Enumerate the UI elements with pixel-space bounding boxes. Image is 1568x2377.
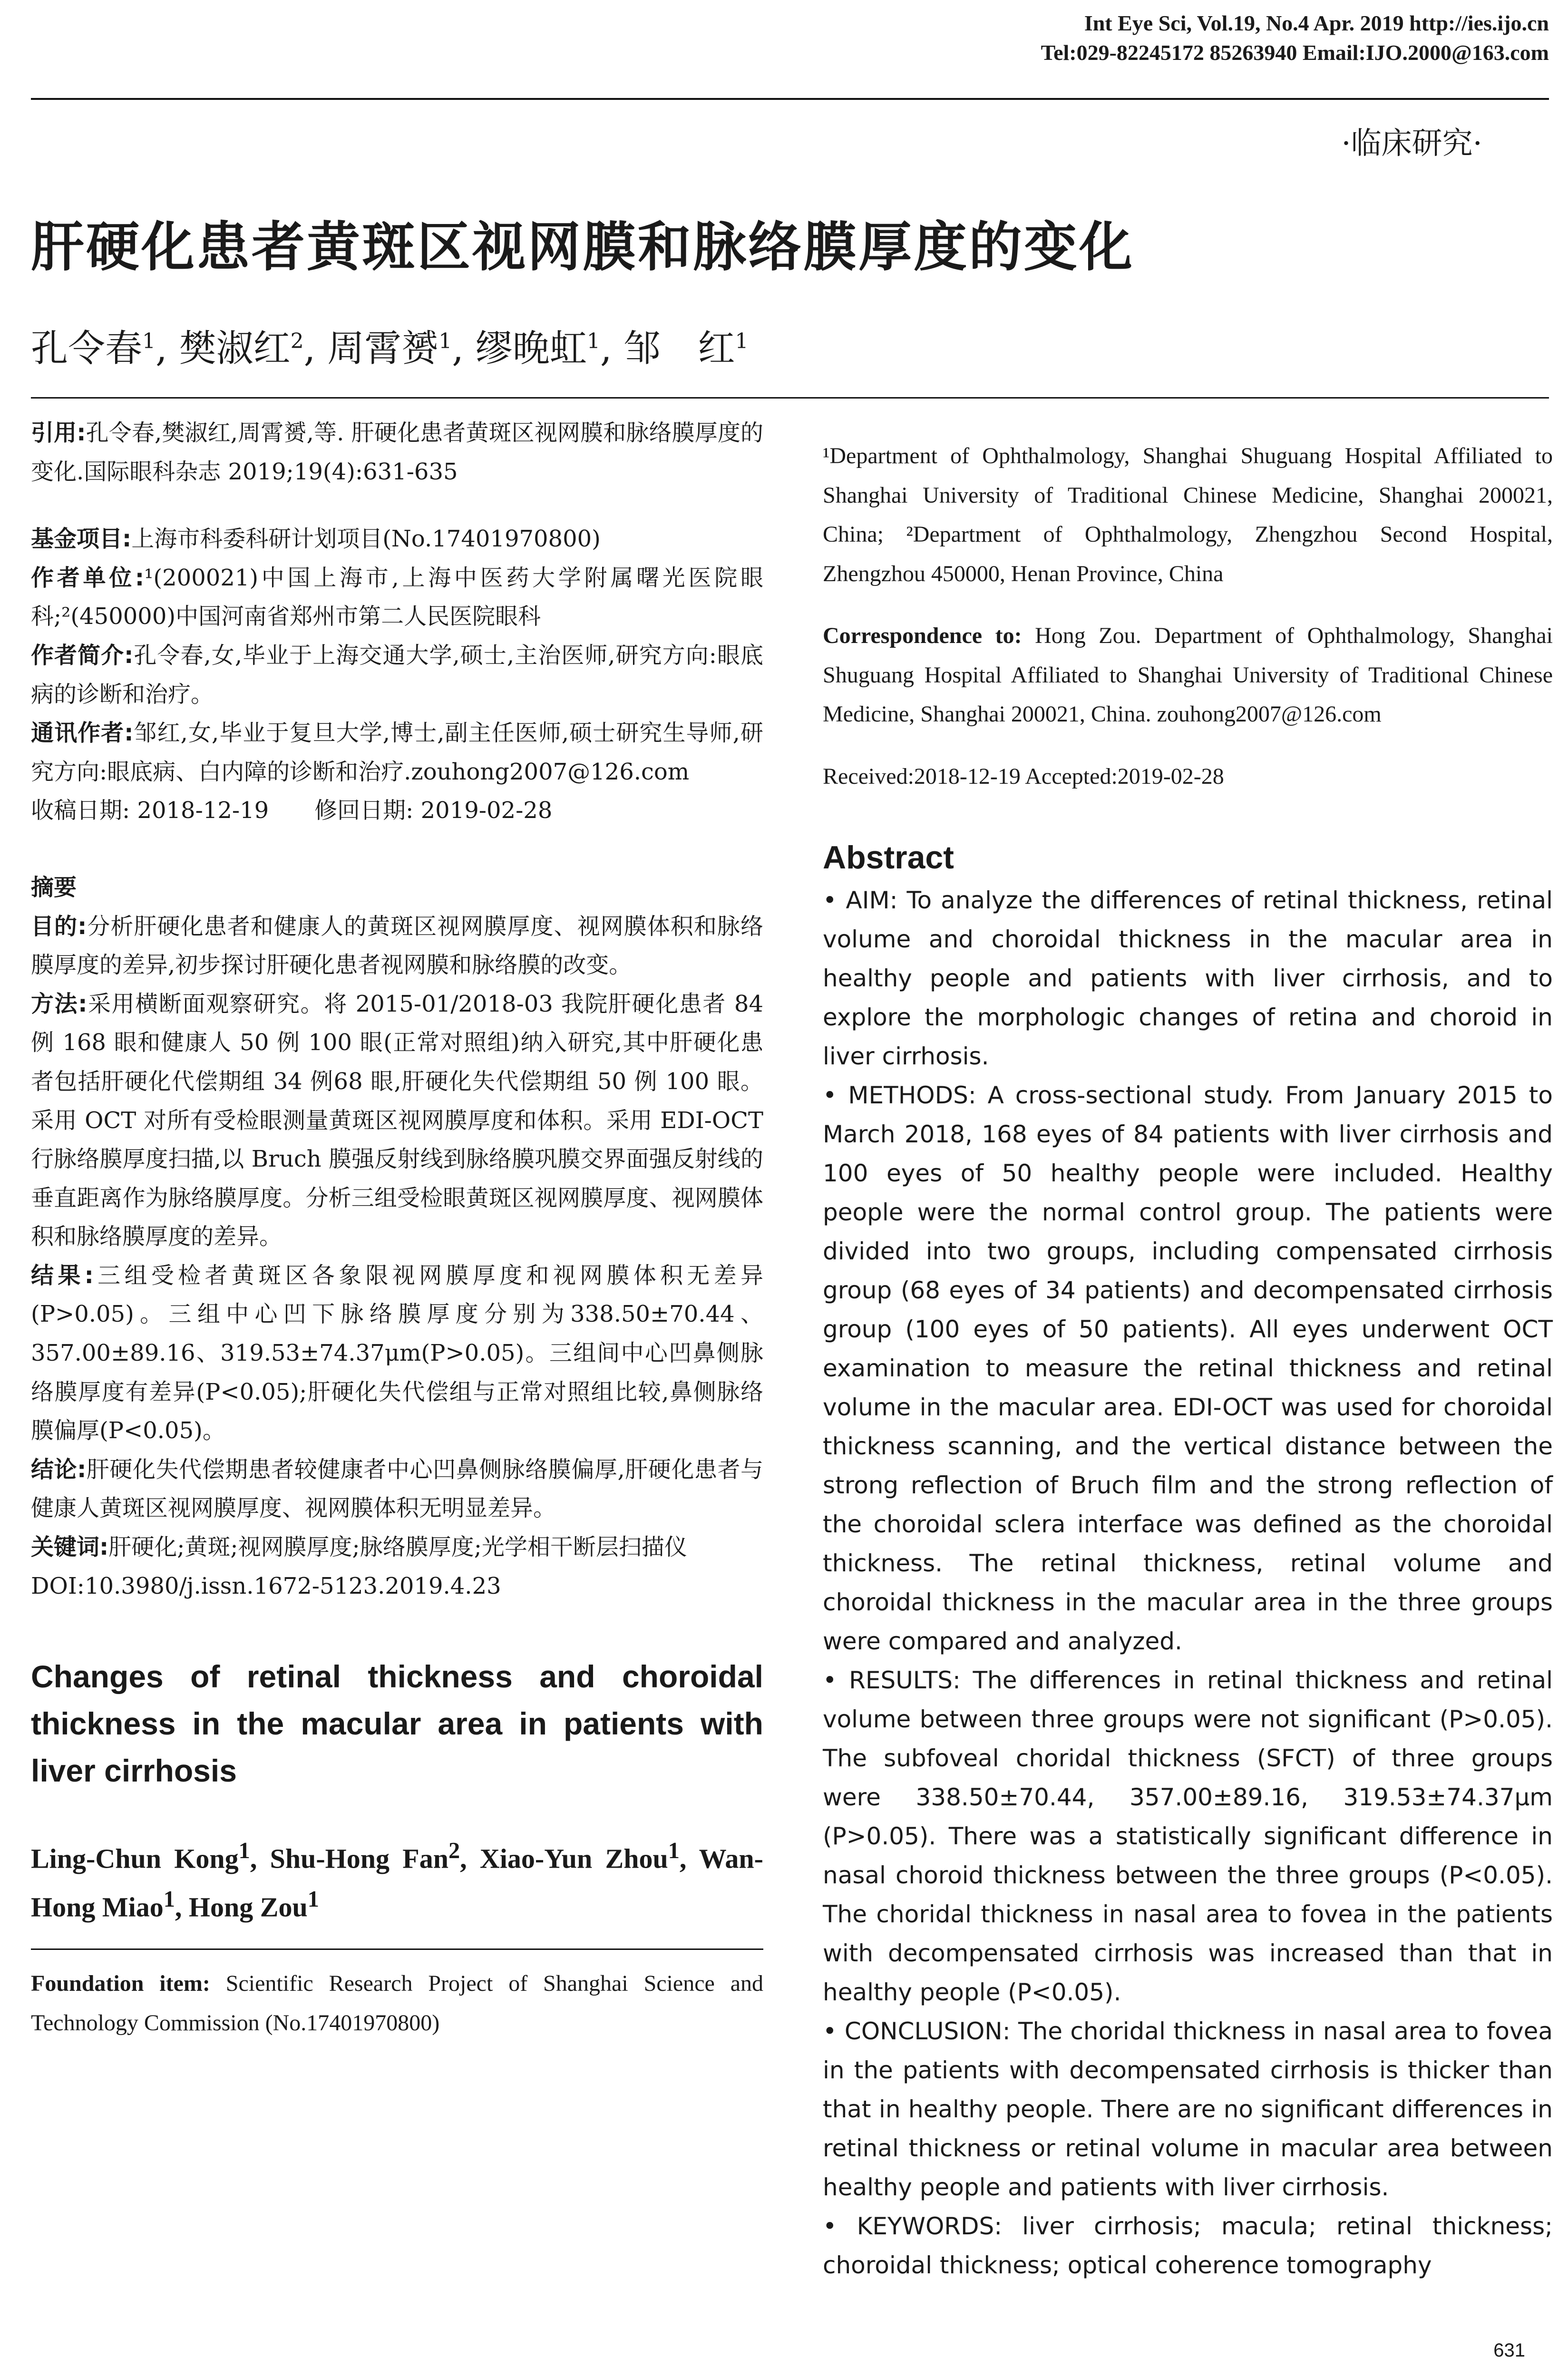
aim-label: 目的: [31,913,87,940]
author-affiliation: 1 [586,329,600,353]
abstract-heading-cn: 摘要 [31,874,77,901]
english-author-affiliation: 1 [307,1887,319,1912]
keywords-label: 关键词: [31,1534,109,1561]
author-affiliation: 1 [142,329,156,353]
methods-label: 方法: [31,990,88,1017]
doi-text: DOI:10.3980/j.issn.1672-5123.2019.4.23 [31,1572,501,1599]
abstract-results: • RESULTS: The differences in retinal thickness and retinal volume between three groups were not significant (P>0.05). The subfoveal choridal thickness (SFCT) of three groups were 338.50±70.44, 357.00±89.16, 319.53±74.37μm (P>0.05). There was a statistically significant difference in nasal choroid thickness between the three groups (P<0.05). The choridal thickness in nasal area to fovea in the patients with decompensated cirrhosis was increased than that in healthy people (P<0.05). [823,1666,1553,2007]
conclusion-text: 肝硬化失代偿期患者较健康者中心凹鼻侧脉络膜偏厚,肝硬化患者与健康人黄斑区视网膜厚度、视网膜体积无明显差异。 [31,1456,763,1522]
results-text: 三组受检者黄斑区各象限视网膜厚度和视网膜体积无差异(P>0.05)。三组中心凹下脉络膜厚度分别为338.50±70.44、357.00±89.16、319.53±74.37μm(P>0.05)。三组间中心凹鼻侧脉络膜厚度有差异(P<0.05);肝硬化失代偿组与正常对照组比较,鼻侧脉络膜偏厚(P<0.05)。 [31,1262,763,1444]
english-author-name: Xiao-Yun Zhou [479,1843,668,1874]
journal-header-line1: Int Eye Sci, Vol.19, No.4 Apr. 2019 http://ies.ijo.cn [1084,11,1549,35]
abstract-methods: • METHODS: A cross-sectional study. From January 2015 to March 2018, 168 eyes of 84 patients with liver cirrhosis and 100 eyes of 50 healthy people were included. Healthy people were the normal control group. The patients were divided into two groups, including compensated cirrhosis group (68 eyes of 34 patients) and decompensated cirrhosis group (100 eyes of 50 patients). All eyes underwent OCT examination to measure the retinal thickness and retinal volume in the macular area. EDI-OCT was used for choroidal thickness scanning, and the vertical distance between the strong reflection of Bruch film and the strong reflection of the choroidal sclera interface was defined as the choroidal thickness. The retinal thickness, retinal volume and choroidal thickness in the macular area in the three groups were compared and analyzed. [823,1081,1553,1656]
methods-block [31,985,763,1257]
unit-text: ¹(200021)中国上海市,上海中医药大学附属曙光医院眼科;²(450000)中国河南省郑州市第二人民医院眼科 [31,564,763,630]
citation-text: 孔令春,樊淑红,周霄赟,等. 肝硬化患者黄斑区视网膜和脉络膜厚度的变化.国际眼科杂志 2019;19(4):631-635 [31,419,763,485]
author-name: 周霄赟 [327,327,439,370]
author-name: 孔令春 [31,327,143,370]
english-affiliations: ¹Department of Ophthalmology, Shanghai Shuguang Hospital Affiliated to Shanghai University of Traditional Chinese Medicine, Shanghai 200021, China; ²Department of Ophthalmology, Zhengzhou Second Hospital, Zhengzhou 450000, Henan Province, China [823,443,1553,586]
foundation-text: Scientific Research Project of Shanghai Science and Technology Commission (No.17401970800) [31,1971,763,2036]
citation-block [31,414,763,491]
english-author-name: Shu-Hong Fan [270,1843,448,1874]
conclusion-block [31,1451,763,1528]
citation-label: 引用: [31,419,86,446]
abstract-keywords: • KEYWORDS: liver cirrhosis; macula; retinal thickness; choroidal thickness; optical coherence tomography [823,2212,1553,2280]
bio-text: 孔令春,女,毕业于上海交通大学,硕士,主治医师,研究方向:眼底病的诊断和治疗。 [31,642,763,708]
english-author-affiliation: 1 [163,1887,175,1912]
abstract-conclusion: • CONCLUSION: The choridal thickness in nasal area to fovea in the patients with decompensated cirrhosis is thicker than that in healthy people. There are no significant differences in retinal thickness or retinal volume in macular area between healthy people and patients with liver cirrhosis. [823,2017,1553,2202]
journal-header-line2: Tel:029-82245172 85263940 Email:IJO.2000@163.com [1041,40,1549,65]
section-label: ·临床研究· [1341,126,1482,161]
corr-label: 通讯作者: [31,720,134,747]
unit-block [31,559,763,636]
foundation-block [31,1964,763,2043]
abstract-heading-en: Abstract [823,839,954,876]
unit-label: 作者单位: [31,564,145,591]
bio-block [31,636,763,714]
english-author-affiliation: 1 [238,1838,250,1864]
keywords-text: 肝硬化;黄斑;视网膜厚度;脉络膜厚度;光学相干断层扫描仪 [108,1534,687,1561]
foundation-label: Foundation item: [31,1971,210,1997]
title-rule [31,397,1549,399]
fund-label: 基金项目: [31,526,132,553]
received-dates: 收稿日期: 2018-12-19 修回日期: 2019-02-28 [31,797,553,824]
aim-block [31,907,763,985]
results-block [31,1257,763,1451]
english-author-name: Hong Zou [188,1891,308,1923]
header-rule [31,98,1549,100]
english-author-name: Wan-Hong Miao [31,1843,763,1923]
left-column [31,414,763,2043]
page-number: 631 [1493,2340,1525,2361]
journal-header [1041,9,1549,68]
correspondence-label: Correspondence to: [823,623,1022,649]
english-authors-rule [31,1948,763,1950]
bio-label: 作者简介: [31,642,134,669]
article-title: 肝硬化患者黄斑区视网膜和脉络膜厚度的变化 [31,216,1134,278]
author-affiliation: 1 [438,329,452,353]
english-author-affiliation: 2 [448,1838,460,1864]
author-name: 邹 红 [623,327,735,370]
author-affiliation: 2 [290,329,304,353]
english-title: Changes of retinal thickness and choroidal thickness in the macular area in patients with liver cirrhosis [31,1659,763,1789]
english-received: Received:2018-12-19 Accepted:2019-02-28 [823,763,1224,789]
correspondence-text: Hong Zou. Department of Ophthalmology, Shanghai Shuguang Hospital Affiliated to Shanghai University of Traditional Chinese Medicine, Shanghai 200021, China. zouhong2007@126.com [823,623,1553,727]
results-label: 结果: [31,1262,94,1289]
aim-text: 分析肝硬化患者和健康人的黄斑区视网膜厚度、视网膜体积和脉络膜厚度的差异,初步探讨肝硬化患者视网膜和脉络膜的改变。 [31,913,763,979]
methods-text: 采用横断面观察研究。将 2015-01/2018-03 我院肝硬化患者 84 例 168 眼和健康人 50 例 100 眼(正常对照组)纳入研究,其中肝硬化患者包括肝硬化代偿期组 34 例68 眼,肝硬化失代偿期组 50 例 100 眼。采用 OCT 对所有受检眼测量黄斑区视网膜厚度和体积。采用 EDI-OCT 行脉络膜厚度扫描,以 Bruch 膜强反射线到脉络膜巩膜交界面强反射线的垂直距离作为脉络膜厚度。分析三组受检眼黄斑区视网膜厚度、视网膜体积和脉络膜厚度的差异。 [31,990,763,1250]
english-abstract-body [823,881,1553,2285]
keywords-block [31,1528,763,1567]
corr-text: 邹红,女,毕业于复旦大学,博士,副主任医师,硕士研究生导师,研究方向:眼底病、白内障的诊断和治疗.zouhong2007@126.com [31,720,763,785]
right-column [823,414,1553,2285]
author-name: 樊淑红 [179,327,291,370]
english-correspondence [823,616,1553,734]
english-author-name: Ling-Chun Kong [31,1843,239,1874]
fund-block [31,520,763,559]
corr-block [31,714,763,791]
author-affiliation: 1 [735,329,749,353]
abstract-aim: • AIM: To analyze the differences of retinal thickness, retinal volume and choroidal thickness in the macular area in healthy people and patients with liver cirrhosis, and to explore the morphologic changes of retina and choroid in liver cirrhosis. [823,887,1553,1071]
conclusion-label: 结论: [31,1456,87,1483]
english-author-affiliation: 1 [668,1838,680,1864]
fund-text: 上海市科委科研计划项目(No.17401970800) [131,526,601,553]
author-list: 孔令春$^1$, 樊淑红$^2$, 周霄赟$^1$, 缪晚虹$^1$, 邹 红$^1$ [31,327,749,370]
english-author-list: Ling-Chun Kong$^1$, Shu-Hong Fan$^2$, Xiao-Yun Zhou$^1$, Wan-Hong Miao$^1$, Hong Zou$^1$ [31,1838,763,1923]
author-name: 缪晚虹 [475,327,587,370]
